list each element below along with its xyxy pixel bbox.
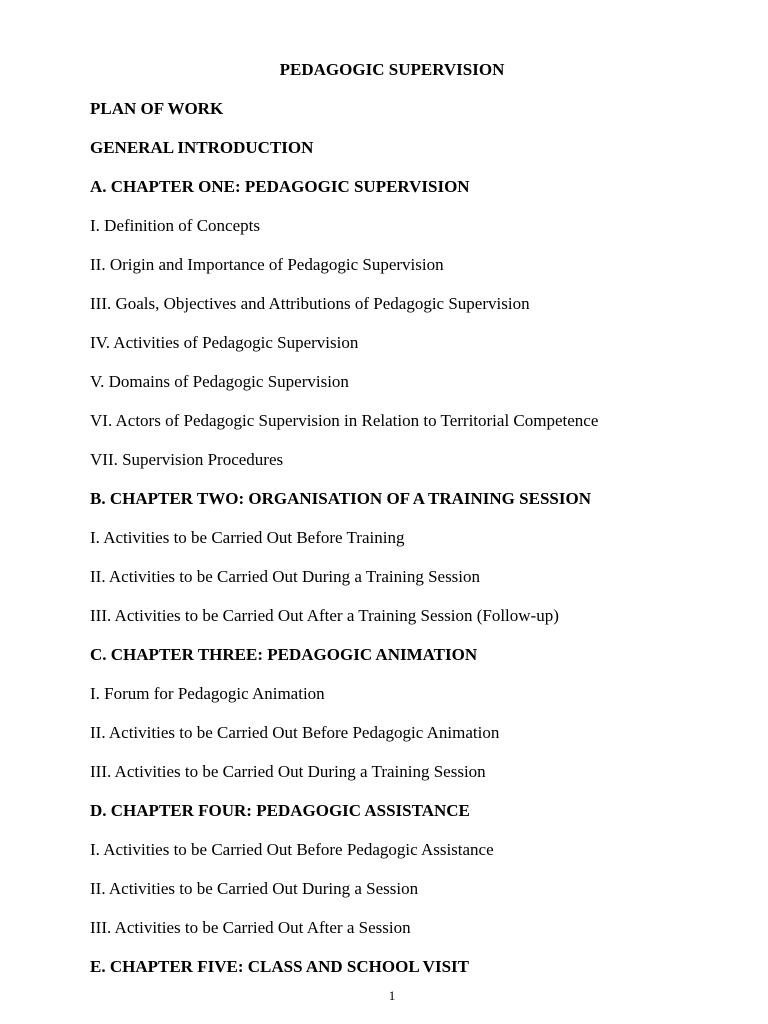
chapter-two-item: II. Activities to be Carried Out During a Training Session	[90, 567, 481, 586]
chapter-two-heading: B. CHAPTER TWO: ORGANISATION OF A TRAINING SESSION	[90, 489, 591, 508]
page-number: 1	[388, 988, 396, 1003]
chapter-four-heading: D. CHAPTER FOUR: PEDAGOGIC ASSISTANCE	[90, 801, 470, 820]
chapter-three-item: III. Activities to be Carried Out During a Training Session	[90, 762, 486, 781]
chapter-three-heading: C. CHAPTER THREE: PEDAGOGIC ANIMATION	[90, 645, 478, 664]
chapter-one-item: VII. Supervision Procedures	[90, 450, 284, 469]
chapter-one-item: III. Goals, Objectives and Attributions of Pedagogic Supervision	[90, 294, 530, 313]
intro-heading: GENERAL INTRODUCTION	[90, 138, 314, 157]
chapter-two-item: I. Activities to be Carried Out Before Training	[90, 528, 405, 547]
chapter-two-item: III. Activities to be Carried Out After a Training Session (Follow-up)	[90, 606, 559, 625]
chapter-four-item: I. Activities to be Carried Out Before Pedagogic Assistance	[90, 840, 494, 859]
plan-heading: PLAN OF WORK	[90, 99, 224, 118]
chapter-one-item: II. Origin and Importance of Pedagogic Supervision	[90, 255, 444, 274]
chapter-five-heading: E. CHAPTER FIVE: CLASS AND SCHOOL VISIT	[90, 957, 469, 976]
chapter-four-item: II. Activities to be Carried Out During a Session	[90, 879, 419, 898]
chapter-three-item: I. Forum for Pedagogic Animation	[90, 684, 325, 703]
chapter-one-item: I. Definition of Concepts	[90, 216, 260, 235]
chapter-one-heading: A. CHAPTER ONE: PEDAGOGIC SUPERVISION	[90, 177, 470, 196]
document-title: PEDAGOGIC SUPERVISION	[279, 60, 505, 79]
chapter-one-item: V. Domains of Pedagogic Supervision	[90, 372, 349, 391]
chapter-one-item: IV. Activities of Pedagogic Supervision	[90, 333, 359, 352]
chapter-one-item: VI. Actors of Pedagogic Supervision in Relation to Territorial Competence	[90, 411, 599, 430]
chapter-four-item: III. Activities to be Carried Out After a Session	[90, 918, 411, 937]
chapter-three-item: II. Activities to be Carried Out Before Pedagogic Animation	[90, 723, 500, 742]
